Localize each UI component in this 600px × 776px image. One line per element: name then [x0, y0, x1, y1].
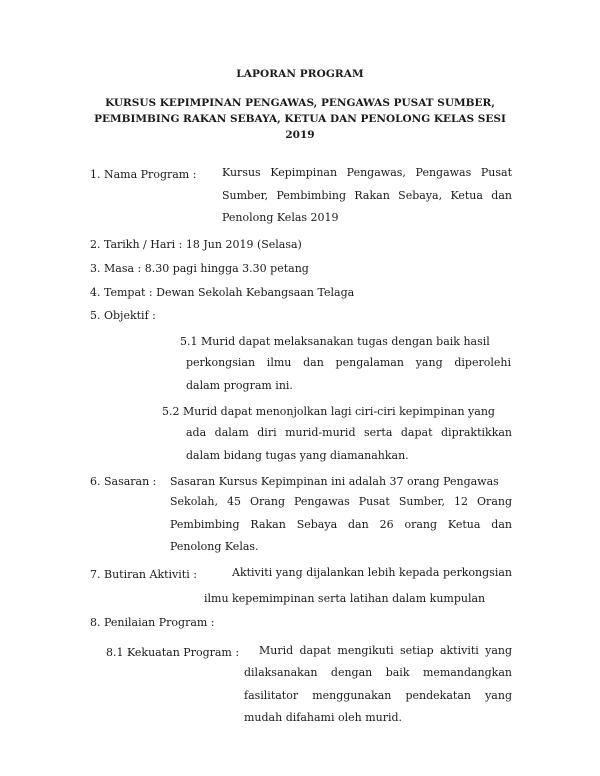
text-line: Penolong Kelas 2019 — [222, 211, 339, 224]
text-line: Penolong Kelas. — [170, 540, 259, 553]
objektif-5-1-cont — [186, 352, 511, 397]
subtitle-line: PEMBIMBING RAKAN SEBAYA, KETUA DAN PENOLONG KELAS SESI — [94, 113, 506, 125]
butiran-label: 7. Butiran Aktiviti : — [90, 568, 197, 581]
text-line: Aktiviti yang dijalankan lebih kepada perkongsian — [232, 566, 512, 579]
tarikh-hari: 2. Tarikh / Hari : 18 Jun 2019 (Selasa) — [90, 238, 302, 251]
text-line: Kursus Kepimpinan Pengawas, Pengawas Pusat — [222, 166, 512, 179]
sasaran-line-1: Sasaran Kursus Kepimpinan ini adalah 37 orang Pengawas — [170, 475, 499, 488]
kekuatan-label: 8.1 Kekuatan Program : — [106, 646, 240, 659]
penilaian-label: 8. Penilaian Program : — [90, 616, 215, 629]
text-line: Sekolah, 45 Orang Pengawas Pusat Sumber, 12 Orang — [170, 495, 512, 508]
kekuatan-cont — [244, 662, 512, 730]
nama-program-label: 1. Nama Program : — [90, 168, 197, 181]
subtitle-line: 2019 — [285, 129, 315, 141]
text-line: dalam program ini. — [186, 378, 293, 392]
text-line: ada dalam diri murid-murid serta dapat dipraktikkan — [186, 426, 512, 439]
objektif-5-2-cont — [186, 422, 512, 467]
report-heading: LAPORAN PROGRAM — [236, 68, 364, 80]
objektif-5-1-line: 5.1 Murid dapat melaksanakan tugas dengan baik hasil — [180, 335, 490, 348]
sasaran-cont — [170, 491, 512, 559]
text-line: Murid dapat mengikuti setiap aktiviti yang — [259, 644, 512, 657]
kekuatan-line-1 — [259, 640, 512, 663]
butiran-line-2: ilmu kepemimpinan serta latihan dalam kumpulan — [204, 592, 486, 605]
masa: 3. Masa : 8.30 pagi hingga 3.30 petang — [90, 262, 309, 275]
sasaran-label: 6. Sasaran : — [90, 475, 157, 488]
objektif-label: 5. Objektif : — [90, 309, 156, 322]
text-line: Pembimbing Rakan Sebaya dan 26 orang Ketua dan — [170, 517, 512, 531]
text-line: dilaksanakan dengan baik memandangkan — [244, 666, 512, 679]
text-line: mudah difahami oleh murid. — [244, 711, 403, 724]
butiran-line-1 — [232, 562, 512, 585]
report-subtitle — [80, 95, 520, 143]
objektif-5-2-line: 5.2 Murid dapat menonjolkan lagi ciri-ciri kepimpinan yang — [162, 405, 495, 418]
tempat: 4. Tempat : Dewan Sekolah Kebangsaan Telaga — [90, 286, 355, 299]
text-line: fasilitator menggunakan pendekatan yang — [244, 688, 512, 702]
subtitle-line: KURSUS KEPIMPINAN PENGAWAS, PENGAWAS PUSAT SUMBER, — [105, 97, 495, 109]
nama-program-value — [222, 162, 512, 230]
text-line: dalam bidang tugas yang diamanahkan. — [186, 448, 409, 462]
text-line: Sumber, Pembimbing Rakan Sebaya, Ketua dan — [222, 188, 512, 202]
text-line: perkongsian ilmu dan pengalaman yang diperolehi — [186, 356, 511, 369]
